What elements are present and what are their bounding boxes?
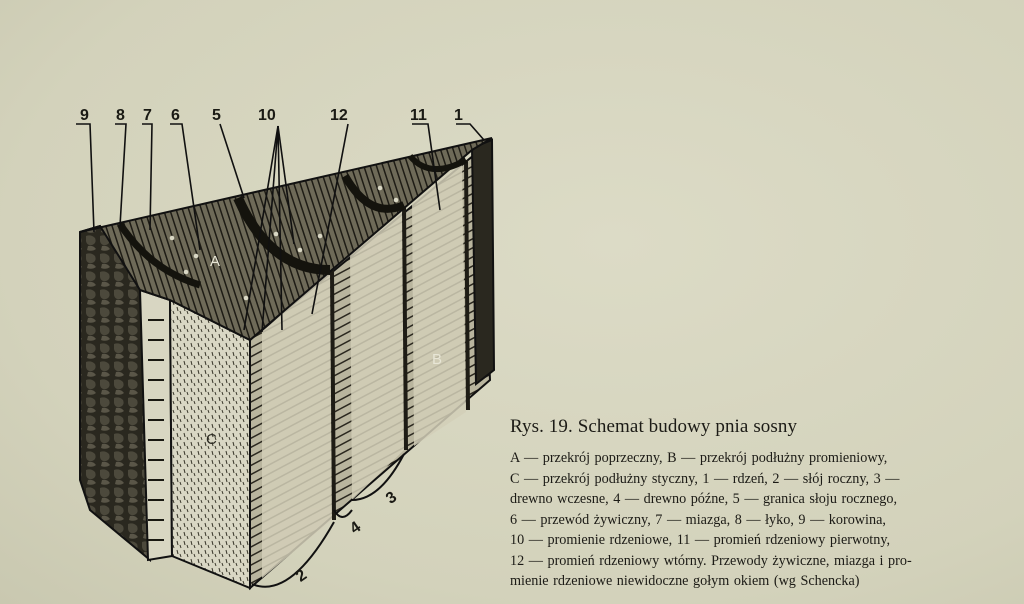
callout-8: 8 (116, 107, 125, 124)
callout-10: 10 (258, 107, 276, 124)
caption-line: A — przekrój poprzeczny, B — przekrój podłużny promieniowy, (510, 450, 888, 466)
region-label-c: C (206, 431, 217, 448)
caption-title: Rys. 19. Schemat budowy pnia sosny (510, 416, 798, 437)
pith (472, 140, 494, 384)
callout-2: 2 (293, 566, 311, 586)
caption-line: drewno wczesne, 4 — drewno późne, 5 — granica słoju rocznego, (510, 491, 898, 507)
callout-9: 9 (80, 107, 89, 124)
figure-caption (510, 416, 1002, 592)
region-label-a: A (210, 253, 221, 270)
caption-line: 6 — przewód żywiczny, 7 — miazga, 8 — łyko, 9 — korowina, (510, 511, 886, 528)
callout-4: 4 (347, 518, 365, 538)
callout-11: 11 (410, 107, 427, 124)
caption-line: mienie rdzeniowe niewidoczne gołym okiem (wg Schencka) (510, 573, 860, 589)
callout-7: 7 (143, 107, 152, 124)
caption-line: 12 — promień rdzeniowy wtórny. Przewody żywiczne, miazga i pro- (510, 552, 912, 569)
callout-3: 3 (383, 488, 401, 508)
caption-line: 10 — promienie rdzeniowe, 11 — promień rdzeniowy pierwotny, (510, 532, 891, 548)
caption-body (510, 448, 1002, 592)
callout-1: 1 (454, 107, 463, 124)
callout-6: 6 (171, 107, 180, 124)
callout-5: 5 (212, 107, 221, 124)
caption-line: C — przekrój podłużny styczny, 1 — rdzeń, 2 — słój roczny, 3 — (510, 470, 900, 487)
region-label-b: B (432, 351, 443, 368)
callout-12: 12 (330, 107, 348, 124)
